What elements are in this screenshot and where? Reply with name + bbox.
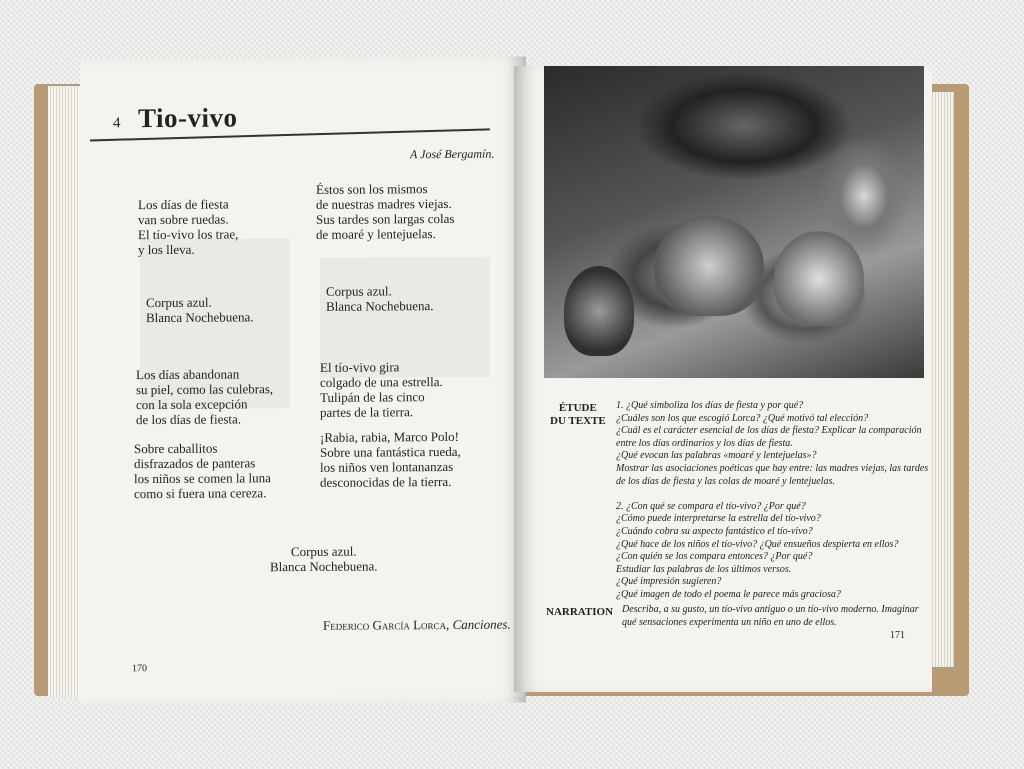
narration-label: NARRATION bbox=[546, 606, 614, 618]
page-edges bbox=[930, 92, 954, 667]
author-name: Federico García Lorca, bbox=[323, 616, 450, 633]
dedication: A José Bergamín. bbox=[410, 146, 495, 162]
poem-stanza: El tío-vivo gira colgado de una estrella. Tulipán de las cinco partes de la tierra. bbox=[320, 359, 443, 420]
source-work: Canciones. bbox=[452, 616, 511, 632]
dancer-figure bbox=[654, 216, 764, 316]
chapter-number: 4 bbox=[113, 115, 121, 132]
guitarist-figure bbox=[564, 266, 634, 356]
chapter-title: Tio-vivo bbox=[138, 102, 238, 134]
right-page bbox=[514, 66, 932, 692]
dancers-photograph bbox=[544, 66, 924, 378]
author-credit bbox=[323, 617, 511, 634]
etude-label bbox=[550, 402, 606, 428]
narration-text: Describa, a su gusto, un tío-vivo antiguo o un tío-vivo moderno. Imaginar qué sensaciones experimenta un niño en uno de ellos. bbox=[622, 604, 919, 628]
poem-refrain: Corpus azul. Blanca Nochebuena. bbox=[146, 294, 254, 326]
poem-stanza: Los días abandonan su piel, como las culebras, con la sola excepción de los días de fiesta. bbox=[136, 366, 274, 428]
poem-refrain: Corpus azul. Blanca Nochebuena. bbox=[270, 543, 378, 575]
dancer-figure bbox=[774, 231, 864, 326]
poem-stanza: Los días de fiesta van sobre ruedas. El tío-vivo los trae, y los lleva. bbox=[138, 196, 239, 258]
left-page bbox=[80, 56, 526, 705]
poem-stanza: ¡Rabia, rabia, Marco Polo! Sobre una fantástica rueda, los niños ven lontananzas desconocidas de la tierra. bbox=[320, 428, 461, 490]
poem-refrain: Corpus azul. Blanca Nochebuena. bbox=[326, 283, 434, 314]
page-number: 171 bbox=[890, 630, 905, 641]
poem-stanza: Sobre caballitos disfrazados de panteras los niños se comen la luna como si fuera una cereza. bbox=[134, 440, 271, 502]
etude-questions: 1. ¿Qué simboliza los días de fiesta y por qué? ¿Cuáles son los que escogió Lorca? ¿Qué motivó tal elección? ¿Cuál es el carácter esencial de los días de fiesta? Explicar la comparación entre los días ordinarios y los días de fiesta. ¿Qué evocan las palabras «moaré y lentejuelas»? Mostrar las asociaciones poéticas que hay entre: las madres viejas, las tardes de los días de fiesta y las colas de moaré y lentejuelas. 2. ¿Con qué se compara el tío-vivo? ¿Por qué? ¿Cómo puede interpretarse la estrella del tío-vivo? ¿Cuándo cobra su aspecto fantástico el tío-vivo? ¿Qué hace de los niños el tío-vivo? ¿Qué ensueños despierta en ellos? ¿Con quién se los compara entonces? ¿Por qué? Estudiar las palabras de los últimos versos. ¿Qué impresión sugieren? ¿Qué imagen de todo el poema le parece más graciosa? bbox=[616, 400, 929, 600]
etude-label-text: ÉTUDE DU TEXTE bbox=[550, 402, 606, 427]
page-number: 170 bbox=[132, 663, 147, 675]
poem-stanza: Éstos son los mismos de nuestras madres viejas. Sus tardes son largas colas de moaré y lentejuelas. bbox=[316, 181, 455, 242]
